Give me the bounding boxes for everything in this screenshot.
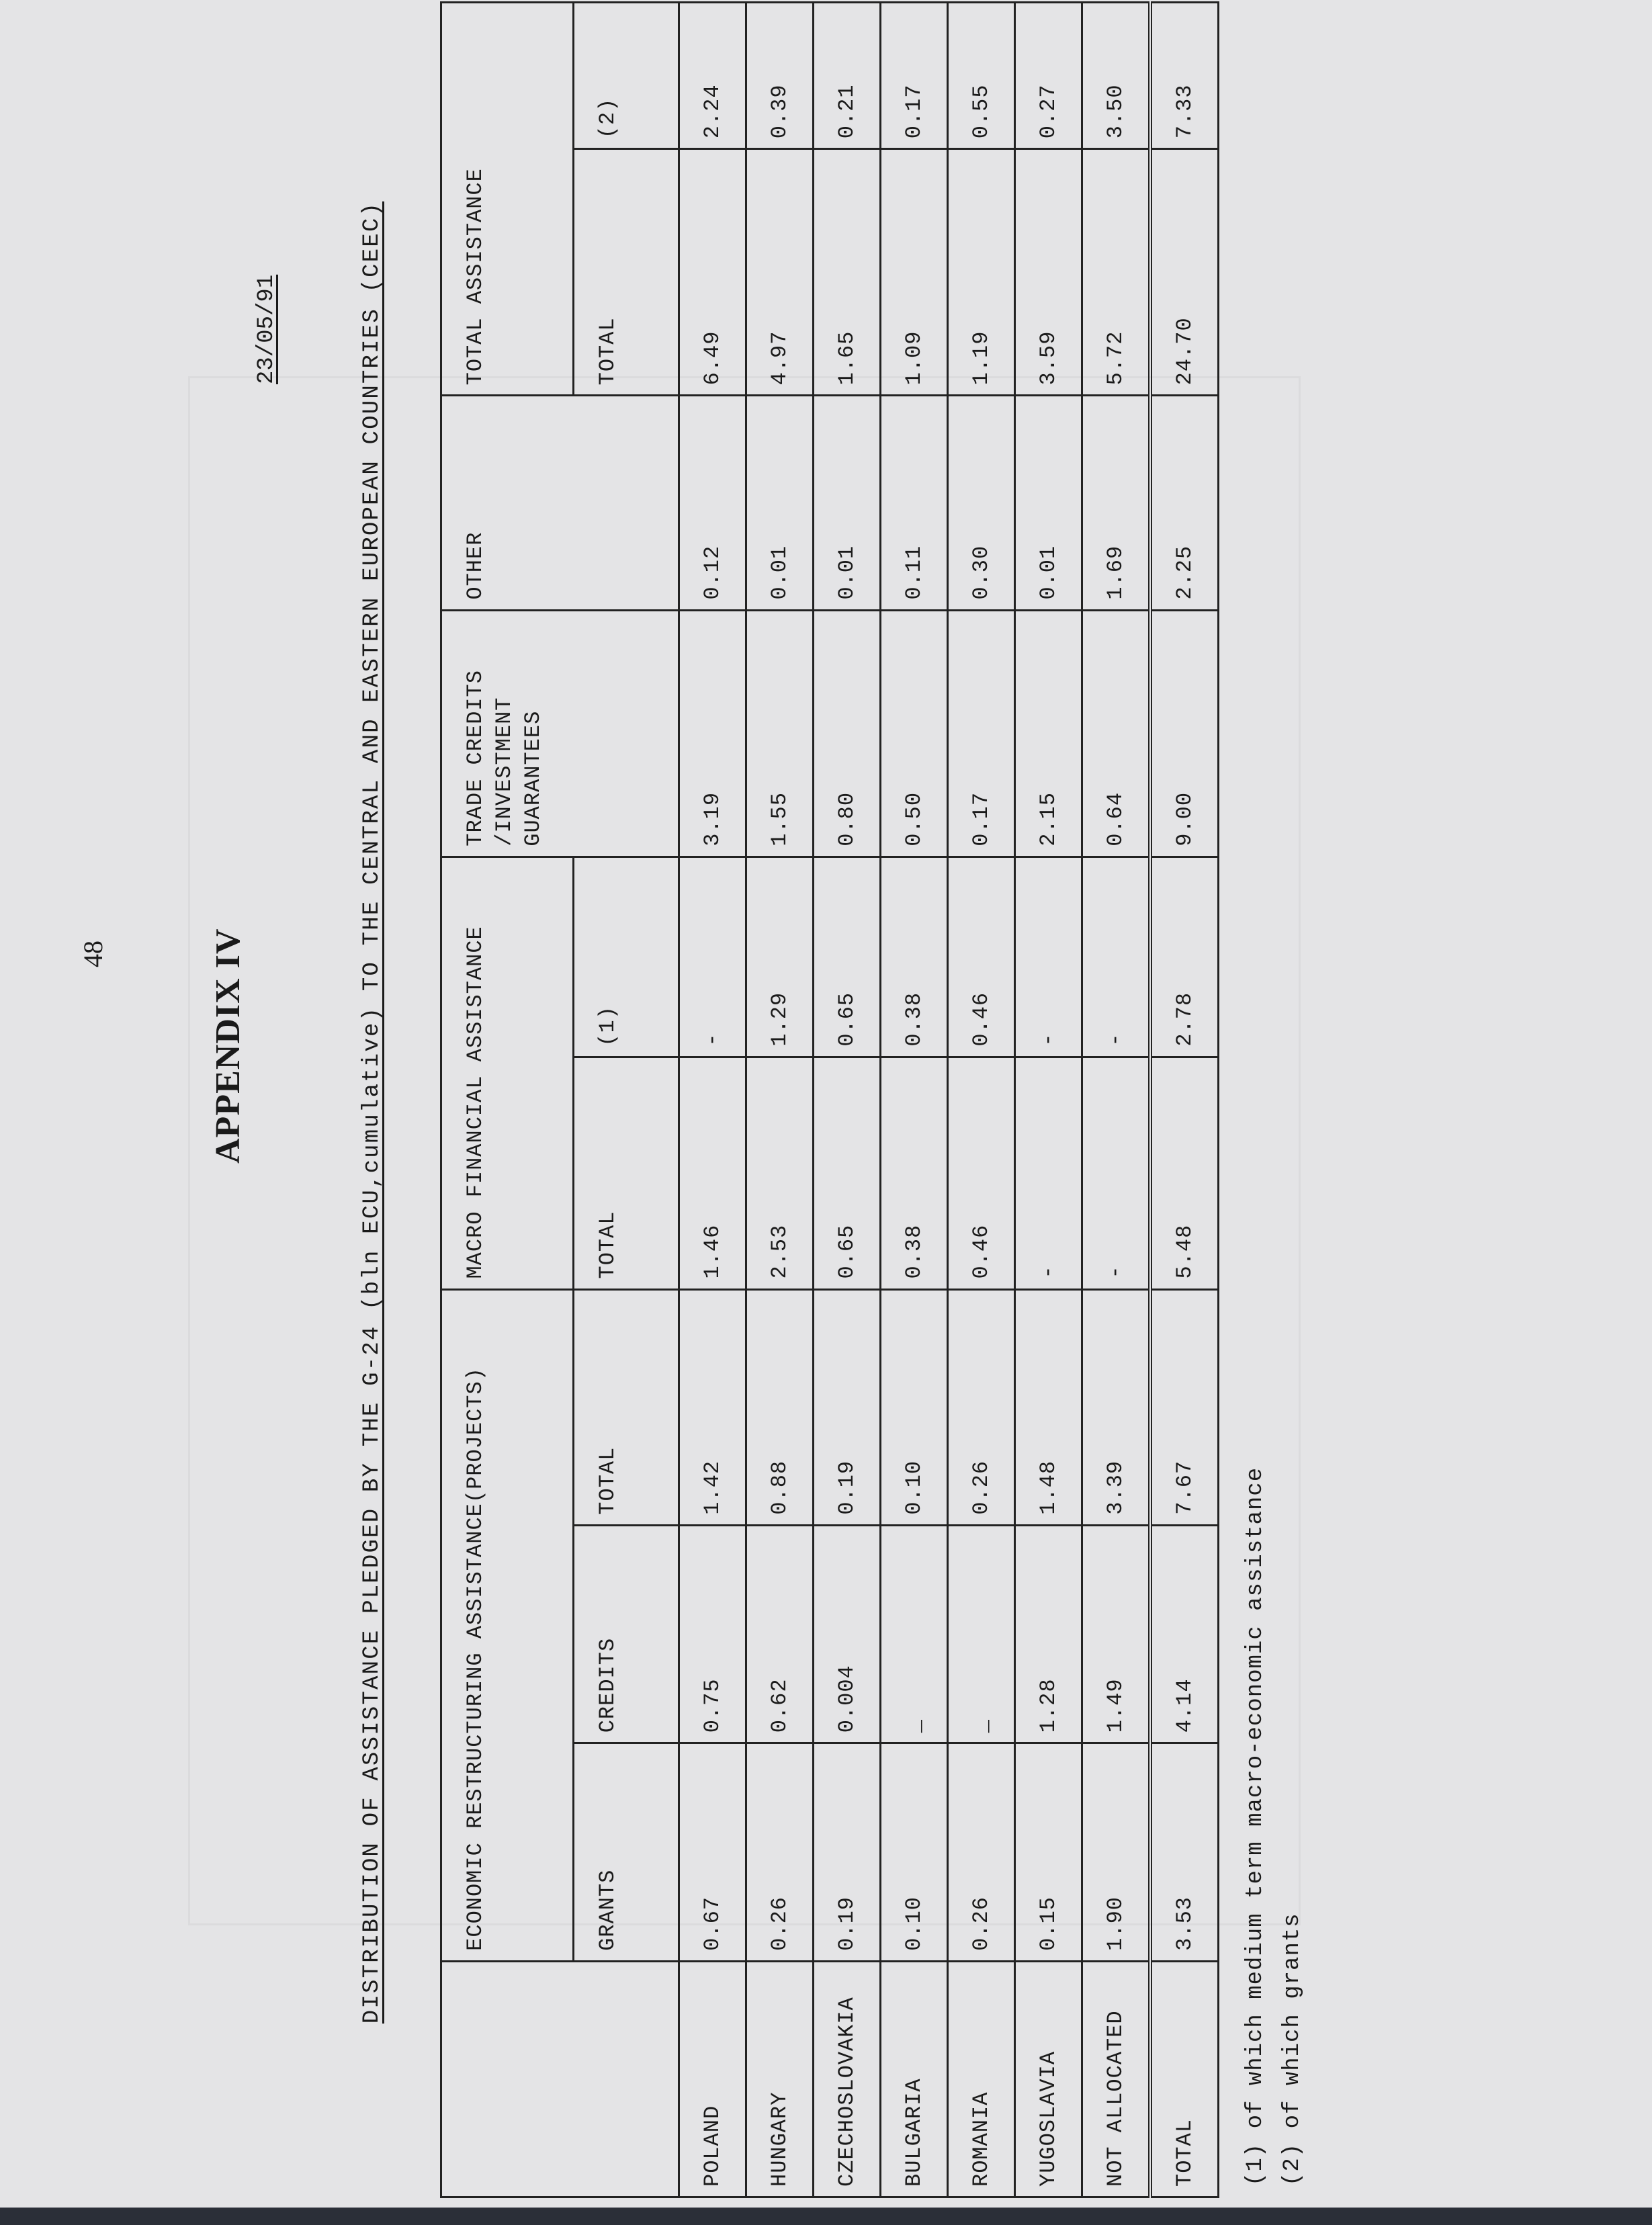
- header-erp-total: TOTAL: [574, 1289, 679, 1525]
- row-country: HUNGARY: [746, 1961, 814, 2197]
- cell-grants: 1.90: [1082, 1743, 1151, 1962]
- cell-ta-total: 6.49: [679, 149, 746, 396]
- cell-trade-credits: 0.80: [814, 610, 881, 857]
- cell-grants: 0.10: [881, 1743, 948, 1962]
- footnote-1: (1) of which medium term macro-economic assistance: [1243, 1467, 1268, 2186]
- header-economic-restructuring: ECONOMIC RESTRUCTURING ASSISTANCE(PROJECTS): [441, 1289, 574, 1961]
- header-grants: GRANTS: [574, 1743, 679, 1962]
- cell-other: 0.01: [746, 396, 814, 610]
- document-date: 23/05/91: [254, 274, 279, 384]
- cell-credits: 0.75: [679, 1525, 746, 1743]
- cell-ta-grants: 2.24: [679, 3, 746, 149]
- cell-erp-total: 0.10: [881, 1289, 948, 1525]
- row-country: BULGARIA: [881, 1961, 948, 2197]
- total-ta-total: 24.70: [1150, 149, 1219, 396]
- cell-mfa-total: 0.46: [948, 1057, 1015, 1289]
- total-other: 2.25: [1150, 396, 1219, 610]
- cell-ta-grants: 0.21: [814, 3, 881, 149]
- cell-grants: 0.19: [814, 1743, 881, 1962]
- cell-grants: 0.67: [679, 1743, 746, 1962]
- cell-mfa-total: 1.46: [679, 1057, 746, 1289]
- table-row: [1015, 3, 1082, 2197]
- cell-ta-grants: 3.50: [1082, 3, 1151, 149]
- cell-ta-grants: 0.27: [1015, 3, 1082, 149]
- cell-mfa-medium-term: 0.46: [948, 857, 1015, 1057]
- table-row: [746, 3, 814, 2197]
- cell-mfa-medium-term: 1.29: [746, 857, 814, 1057]
- cell-other: 0.12: [679, 396, 746, 610]
- cell-other: 0.11: [881, 396, 948, 610]
- cell-ta-grants: 0.17: [881, 3, 948, 149]
- header-row-1: [441, 3, 574, 2197]
- total-mfa-total: 5.48: [1150, 1057, 1219, 1289]
- cell-credits: 0.62: [746, 1525, 814, 1743]
- row-country: YUGOSLAVIA: [1015, 1961, 1082, 2197]
- header-ta-note: (2): [574, 3, 679, 149]
- total-grants: 3.53: [1150, 1743, 1219, 1962]
- table-row: [814, 3, 881, 2197]
- cell-mfa-medium-term: 0.38: [881, 857, 948, 1057]
- cell-credits: _: [948, 1525, 1015, 1743]
- cell-trade-credits: 0.64: [1082, 610, 1151, 857]
- header-mfa-total: TOTAL: [574, 1057, 679, 1289]
- header-macro-financial: MACRO FINANCIAL ASSISTANCE: [441, 857, 574, 1289]
- cell-trade-credits: 2.15: [1015, 610, 1082, 857]
- cell-erp-total: 0.88: [746, 1289, 814, 1525]
- cell-other: 0.01: [814, 396, 881, 610]
- cell-credits: 1.28: [1015, 1525, 1082, 1743]
- cell-mfa-medium-term: 0.65: [814, 857, 881, 1057]
- header-ta-total: TOTAL: [574, 149, 679, 396]
- cell-trade-credits: 3.19: [679, 610, 746, 857]
- cell-mfa-medium-term: -: [1015, 857, 1082, 1057]
- cell-mfa-total: -: [1015, 1057, 1082, 1289]
- table-row: [679, 3, 746, 2197]
- total-credits: 4.14: [1150, 1525, 1219, 1743]
- cell-credits: _: [881, 1525, 948, 1743]
- cell-mfa-total: 2.53: [746, 1057, 814, 1289]
- table-row: [948, 3, 1015, 2197]
- header-mfa-note: (1): [574, 857, 679, 1057]
- cell-erp-total: 1.48: [1015, 1289, 1082, 1525]
- total-trade-credits: 9.00: [1150, 610, 1219, 857]
- header-row-2: [574, 3, 679, 2197]
- total-mfa-medium-term: 2.78: [1150, 857, 1219, 1057]
- assistance-table-wrap: [440, 1, 1226, 2198]
- cell-mfa-total: 0.65: [814, 1057, 881, 1289]
- cell-mfa-medium-term: -: [1082, 857, 1151, 1057]
- row-country: CZECHOSLOVAKIA: [814, 1961, 881, 2197]
- header-total-assistance: TOTAL ASSISTANCE: [441, 3, 574, 396]
- cell-ta-total: 4.97: [746, 149, 814, 396]
- header-trade-credits: TRADE CREDITS /INVESTMENT GUARANTEES: [441, 610, 679, 857]
- cell-ta-total: 3.59: [1015, 149, 1082, 396]
- cell-mfa-medium-term: -: [679, 857, 746, 1057]
- cell-erp-total: 1.42: [679, 1289, 746, 1525]
- row-country: POLAND: [679, 1961, 746, 2197]
- cell-mfa-total: -: [1082, 1057, 1151, 1289]
- footnote-2: (2) of which grants: [1280, 1913, 1305, 2186]
- cell-ta-grants: 0.55: [948, 3, 1015, 149]
- cell-trade-credits: 0.50: [881, 610, 948, 857]
- cell-grants: 0.15: [1015, 1743, 1082, 1962]
- total-erp-total: 7.67: [1150, 1289, 1219, 1525]
- cell-other: 0.30: [948, 396, 1015, 610]
- cell-erp-total: 3.39: [1082, 1289, 1151, 1525]
- cell-ta-total: 1.19: [948, 149, 1015, 396]
- row-country: NOT ALLOCATED: [1082, 1961, 1151, 2197]
- cell-credits: 1.49: [1082, 1525, 1151, 1743]
- cell-other: 1.69: [1082, 396, 1151, 610]
- row-country: ROMANIA: [948, 1961, 1015, 2197]
- cell-grants: 0.26: [948, 1743, 1015, 1962]
- table-row: [881, 3, 948, 2197]
- total-label: TOTAL: [1150, 1961, 1219, 2197]
- cell-trade-credits: 0.17: [948, 610, 1015, 857]
- table-total-row: [1150, 3, 1219, 2197]
- cell-erp-total: 0.19: [814, 1289, 881, 1525]
- cell-ta-total: 1.65: [814, 149, 881, 396]
- cell-other: 0.01: [1015, 396, 1082, 610]
- appendix-title: APPENDIX IV: [209, 928, 247, 1164]
- header-credits: CREDITS: [574, 1525, 679, 1743]
- cell-trade-credits: 1.55: [746, 610, 814, 857]
- header-other: OTHER: [441, 396, 679, 610]
- assistance-table: [440, 1, 1219, 2198]
- table-title: DISTRIBUTION OF ASSISTANCE PLEDGED BY THE G-24 (bln ECU,cumulative) TO THE CENTRAL AND EASTERN EUROPEAN COUNTRIES (CEEC): [359, 201, 385, 2024]
- cell-erp-total: 0.26: [948, 1289, 1015, 1525]
- cell-mfa-total: 0.38: [881, 1057, 948, 1289]
- cell-ta-grants: 0.39: [746, 3, 814, 149]
- header-corner: [441, 1961, 679, 2197]
- cell-grants: 0.26: [746, 1743, 814, 1962]
- cell-ta-total: 1.09: [881, 149, 948, 396]
- total-ta-grants: 7.33: [1150, 3, 1219, 149]
- cell-ta-total: 5.72: [1082, 149, 1151, 396]
- table-row: [1082, 3, 1151, 2197]
- cell-credits: 0.004: [814, 1525, 881, 1743]
- page-number: 48: [78, 941, 108, 967]
